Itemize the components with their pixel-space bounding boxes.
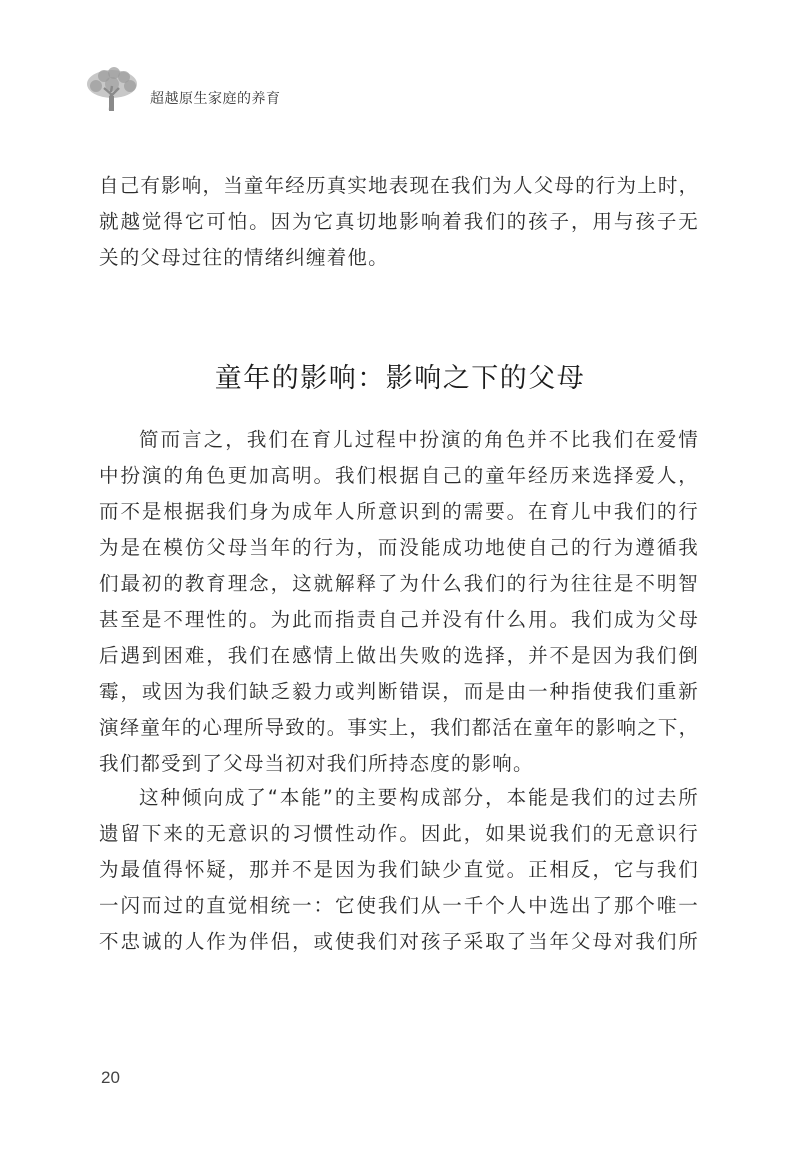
paragraph-1 <box>99 422 699 782</box>
text-line: 就越觉得它可怕。因为它真切地影响着我们的孩子，用与孩子无 <box>99 210 699 233</box>
text-line: 霉，或因为我们缺乏毅力或判断错误，而是由一种指使我们重新 <box>99 680 699 703</box>
text-line: 关的父母过往的情绪纠缠着他。 <box>99 246 389 269</box>
paragraph-top <box>99 168 699 276</box>
text-line: 演绎童年的心理所导致的。事实上，我们都活在童年的影响之下， <box>99 716 700 739</box>
text-line: 后遇到困难，我们在感情上做出失败的选择，并不是因为我们倒 <box>99 644 699 667</box>
page-number: 20 <box>101 1068 120 1087</box>
text-line: 不忠诚的人作为伴侣，或使我们对孩子采取了当年父母对我们所 <box>99 930 699 953</box>
text-line: 一闪而过的直觉相统一：它使我们从一千个人中选出了那个唯一 <box>99 894 699 917</box>
text-line: 遗留下来的无意识的习惯性动作。因此，如果说我们的无意识行 <box>99 822 699 845</box>
text-line: 们最初的教育理念，这就解释了为什么我们的行为往往是不明智 <box>99 572 699 595</box>
text-line: 简而言之，我们在育儿过程中扮演的角色并不比我们在爱情 <box>139 428 699 451</box>
running-header <box>84 64 281 114</box>
book-title: 超越原生家庭的养育 <box>150 91 281 107</box>
text-line: 甚至是不理性的。为此而指责自己并没有什么用。我们成为父母 <box>99 608 699 631</box>
paragraph-2 <box>99 780 699 960</box>
tree-icon <box>84 66 140 114</box>
section-heading: 童年的影响：影响之下的父母 <box>214 363 586 394</box>
text-line: 中扮演的角色更加高明。我们根据自己的童年经历来选择爱人， <box>99 464 699 487</box>
text-line: 为最值得怀疑，那并不是因为我们缺少直觉。正相反，它与我们 <box>99 858 699 881</box>
text-line: 为是在模仿父母当年的行为，而没能成功地使自己的行为遵循我 <box>99 536 699 559</box>
text-line: 而不是根据我们身为成年人所意识到的需要。在育儿中我们的行 <box>99 500 699 523</box>
text-line: 自己有影响，当童年经历真实地表现在我们为人父母的行为上时， <box>99 174 700 197</box>
text-line: 这种倾向成了“本能”的主要构成部分，本能是我们的过去所 <box>139 786 699 809</box>
text-line: 我们都受到了父母当初对我们所持态度的影响。 <box>99 752 534 775</box>
